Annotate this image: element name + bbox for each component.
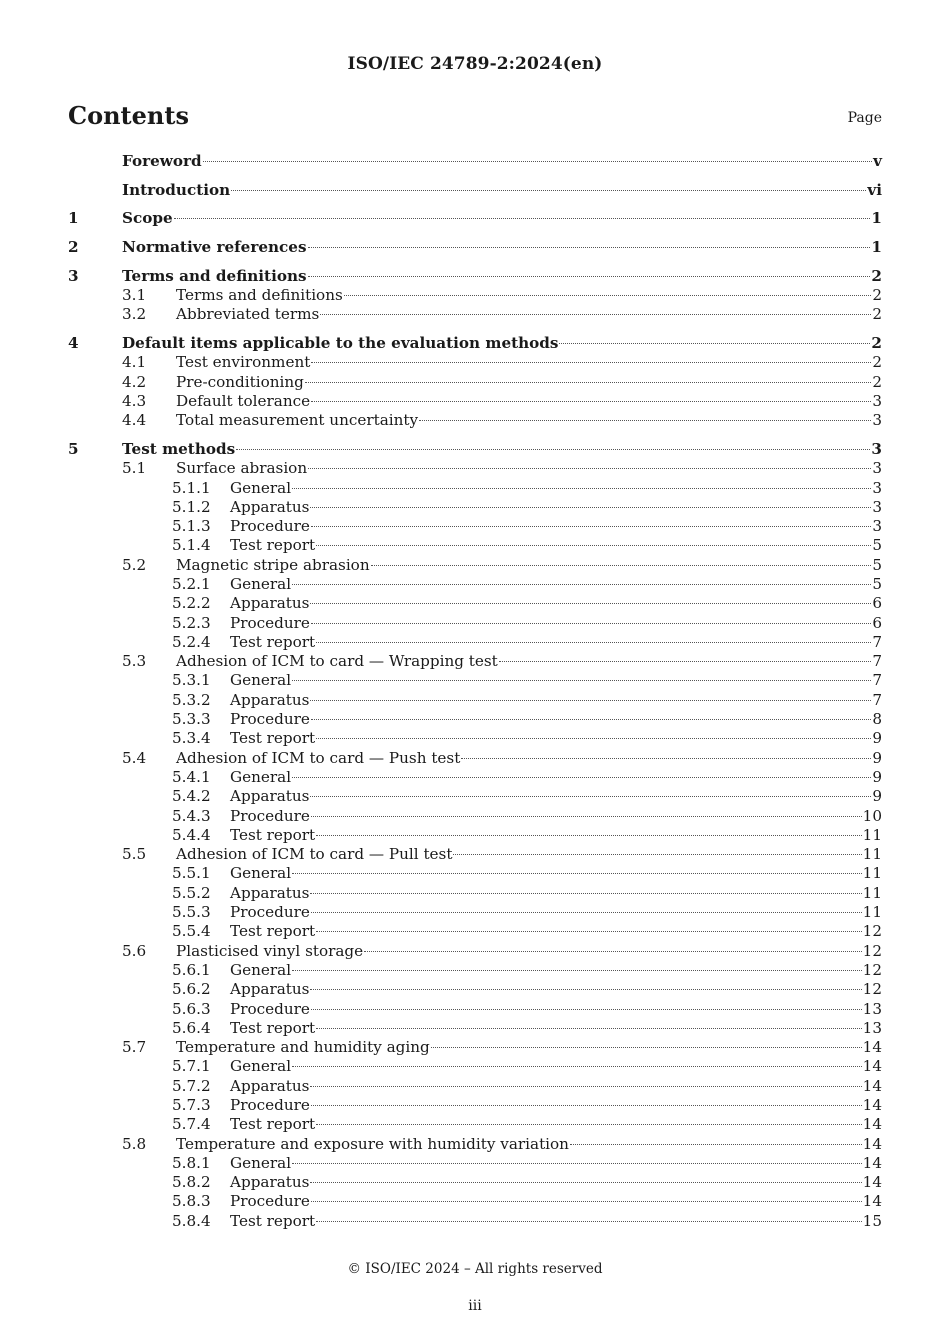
- toc-entry[interactable]: [68, 691, 882, 710]
- toc-entry-page: 2: [872, 286, 882, 305]
- toc-entry-number: 5.6.1: [172, 960, 211, 979]
- toc-entry-page: 3: [872, 411, 882, 430]
- toc-entry[interactable]: [68, 353, 882, 372]
- toc-entry-page: 7: [872, 671, 882, 690]
- dot-leader: [316, 545, 871, 546]
- dot-leader: [316, 931, 862, 932]
- toc-entry[interactable]: [68, 1000, 882, 1019]
- toc-entry[interactable]: [68, 1019, 882, 1038]
- toc-entry-number: 5.1.3: [172, 517, 211, 536]
- dot-leader: [310, 507, 871, 508]
- toc-entry[interactable]: [68, 768, 882, 787]
- toc-entry-page: 9: [872, 748, 882, 767]
- toc-entry-page: 13: [862, 1018, 882, 1037]
- toc-entry-page: 15: [862, 1211, 882, 1230]
- toc-entry-number: 1: [68, 209, 79, 228]
- toc-entry-number: 4.1: [122, 353, 147, 372]
- toc-entry-number: 5.2.3: [172, 613, 211, 632]
- toc-entry-page: 14: [862, 1076, 882, 1095]
- toc-entry-page: 3: [872, 478, 882, 497]
- toc-entry-title: Adhesion of ICM to card — Wrapping test: [176, 652, 498, 671]
- toc-entry[interactable]: [68, 749, 882, 768]
- dot-leader: [292, 1163, 862, 1164]
- toc-entry-number: 3: [68, 266, 79, 285]
- toc-entry-number: 5.5.3: [172, 903, 211, 922]
- toc-entry[interactable]: [68, 267, 882, 286]
- dot-leader: [308, 247, 871, 248]
- toc-entry-page: 3: [871, 439, 882, 458]
- toc-entry-title: Terms and definitions: [122, 266, 307, 285]
- dot-leader: [316, 1124, 862, 1125]
- toc-entry-number: 5.1.1: [172, 478, 211, 497]
- toc-entry-title: Introduction: [122, 180, 231, 199]
- toc-entry-page: vi: [867, 180, 882, 199]
- toc-entry-number: 5.5: [122, 845, 147, 864]
- toc-entry-title: Apparatus: [230, 787, 310, 806]
- toc-entry-title: Test report: [230, 536, 316, 555]
- toc-entry[interactable]: [68, 864, 882, 883]
- dot-leader: [364, 951, 862, 952]
- toc-entry-number: 5.2: [122, 555, 147, 574]
- toc-entry-page: 8: [872, 710, 882, 729]
- toc-entry-title: Magnetic stripe abrasion: [176, 555, 370, 574]
- toc-entry-title: Surface abrasion: [176, 459, 308, 478]
- toc-entry[interactable]: [68, 1173, 882, 1192]
- toc-entry-title: Terms and definitions: [176, 286, 343, 305]
- toc-entry-title: Default items applicable to the evaluation methods: [122, 334, 559, 353]
- toc-entry[interactable]: [68, 238, 882, 257]
- dot-leader: [311, 719, 871, 720]
- table-of-contents: [68, 152, 882, 1231]
- toc-entry-title: Apparatus: [230, 497, 310, 516]
- dot-leader: [431, 1047, 862, 1048]
- toc-entry-number: 5.3: [122, 652, 147, 671]
- dot-leader: [305, 382, 871, 383]
- toc-entry-number: 5.5.4: [172, 922, 211, 941]
- toc-entry-page: 14: [862, 1038, 882, 1057]
- dot-leader: [316, 1221, 862, 1222]
- toc-entry-title: Scope: [122, 209, 173, 228]
- toc-entry-number: 4.2: [122, 372, 147, 391]
- toc-entry[interactable]: [68, 575, 882, 594]
- dot-leader: [310, 603, 871, 604]
- toc-entry[interactable]: [68, 498, 882, 517]
- dot-leader: [292, 970, 862, 971]
- document-id-header: ISO/IEC 24789-2:2024(en): [347, 54, 603, 74]
- toc-entry-title: Apparatus: [230, 1076, 310, 1095]
- dot-leader: [310, 893, 861, 894]
- toc-entry-title: Apparatus: [230, 594, 310, 613]
- toc-entry[interactable]: [68, 1096, 882, 1115]
- toc-entry-number: 5.7.3: [172, 1096, 211, 1114]
- toc-entry-number: 3.1: [122, 286, 147, 305]
- dot-leader: [292, 680, 871, 681]
- dot-leader: [311, 401, 871, 402]
- toc-entry-number: 5.8.4: [172, 1211, 211, 1230]
- dot-leader: [311, 1009, 862, 1010]
- toc-entry-page: 9: [872, 767, 882, 786]
- toc-entry-page: 3: [872, 391, 882, 410]
- dot-leader: [310, 796, 871, 797]
- toc-entry-page: 11: [862, 825, 882, 844]
- toc-entry-number: 5.3.3: [172, 710, 211, 729]
- toc-entry-title: Procedure: [230, 517, 310, 536]
- toc-entry[interactable]: [68, 633, 882, 652]
- dot-leader: [344, 295, 872, 296]
- toc-entry-page: 7: [872, 690, 882, 709]
- toc-entry-page: 11: [862, 845, 882, 864]
- toc-entry-page: 14: [862, 1192, 882, 1211]
- toc-entry-page: 13: [862, 999, 882, 1018]
- dot-leader: [203, 161, 873, 162]
- toc-entry-title: General: [230, 767, 292, 786]
- toc-entry-title: Apparatus: [230, 883, 310, 902]
- dot-leader: [292, 777, 871, 778]
- toc-entry-page: 12: [862, 922, 882, 941]
- toc-entry-page: 12: [862, 960, 882, 979]
- toc-entry-page: 14: [862, 1173, 882, 1192]
- toc-entry-page: 12: [862, 941, 882, 960]
- toc-entry-page: 5: [872, 555, 882, 574]
- dot-leader: [311, 1105, 862, 1106]
- dot-leader: [419, 420, 871, 421]
- toc-entry-title: Procedure: [230, 903, 310, 922]
- toc-entry-title: Procedure: [230, 999, 310, 1018]
- toc-entry-title: Procedure: [230, 613, 310, 632]
- toc-entry[interactable]: [68, 942, 882, 961]
- toc-entry[interactable]: [68, 1038, 882, 1057]
- dot-leader: [499, 661, 872, 662]
- toc-entry-title: Pre-conditioning: [176, 372, 304, 391]
- toc-entry-number: 5.1.4: [172, 536, 211, 555]
- toc-entry-page: v: [873, 152, 882, 170]
- toc-entry-title: Procedure: [230, 1192, 310, 1211]
- toc-entry-number: 5.8.1: [172, 1153, 211, 1172]
- toc-entry-number: 5.6.4: [172, 1018, 211, 1037]
- toc-entry-number: 5.5.2: [172, 883, 211, 902]
- toc-entry[interactable]: [68, 517, 882, 536]
- toc-entry-number: 5.2.4: [172, 632, 211, 651]
- toc-entry-number: 5.8.2: [172, 1173, 211, 1192]
- page-column-label: Page: [847, 110, 882, 126]
- toc-entry-title: Test report: [230, 1018, 316, 1037]
- toc-entry-title: General: [230, 1057, 292, 1076]
- toc-entry-page: 12: [862, 980, 882, 999]
- toc-entry-number: 5.4.2: [172, 787, 211, 806]
- toc-entry[interactable]: [68, 334, 882, 353]
- toc-entry-page: 9: [872, 729, 882, 748]
- toc-entry-title: Test environment: [176, 353, 311, 372]
- toc-entry[interactable]: [68, 1115, 882, 1134]
- toc-entry-title: General: [230, 960, 292, 979]
- toc-entry-title: General: [230, 864, 292, 883]
- toc-entry-page: 3: [872, 459, 882, 478]
- toc-entry[interactable]: [68, 1135, 882, 1154]
- dot-leader: [316, 642, 871, 643]
- toc-entry[interactable]: [68, 922, 882, 941]
- toc-entry-number: 5.4.3: [172, 806, 211, 825]
- toc-entry[interactable]: [68, 152, 882, 171]
- toc-entry-page: 14: [862, 1134, 882, 1153]
- toc-entry-number: 5.8.3: [172, 1192, 211, 1211]
- dot-leader: [311, 912, 862, 913]
- dot-leader: [310, 1086, 861, 1087]
- toc-entry-number: 3.2: [122, 305, 147, 324]
- toc-entry-page: 11: [862, 883, 882, 902]
- toc-entry[interactable]: [68, 884, 882, 903]
- dot-leader: [371, 565, 872, 566]
- toc-entry[interactable]: [68, 1212, 882, 1231]
- dot-leader: [320, 314, 871, 315]
- dot-leader: [311, 816, 862, 817]
- toc-entry-page: 2: [871, 266, 882, 285]
- toc-entry-page: 6: [872, 594, 882, 613]
- toc-entry-number: 5.7: [122, 1038, 147, 1057]
- toc-entry-number: 5.2.1: [172, 574, 211, 593]
- toc-entry[interactable]: [68, 305, 882, 324]
- toc-entry-page: 1: [871, 238, 882, 257]
- toc-entry[interactable]: [68, 1077, 882, 1096]
- toc-entry[interactable]: [68, 729, 882, 748]
- toc-entry[interactable]: [68, 286, 882, 305]
- toc-entry[interactable]: [68, 392, 882, 411]
- toc-entry-page: 5: [872, 536, 882, 555]
- toc-entry-page: 2: [872, 305, 882, 324]
- toc-entry-page: 10: [862, 806, 882, 825]
- dot-leader: [310, 1182, 861, 1183]
- toc-entry-page: 2: [872, 353, 882, 372]
- toc-entry-number: 5.8: [122, 1134, 147, 1153]
- toc-entry-page: 11: [862, 864, 882, 883]
- toc-entry-number: 5.4.1: [172, 767, 211, 786]
- page-number: iii: [468, 1298, 482, 1314]
- toc-entry[interactable]: [68, 440, 882, 459]
- toc-entry[interactable]: [68, 411, 882, 430]
- toc-entry-title: Test report: [230, 1115, 316, 1134]
- dot-leader: [559, 343, 870, 344]
- toc-entry-page: 3: [872, 517, 882, 536]
- dot-leader: [174, 218, 871, 219]
- toc-entry-number: 5.3.4: [172, 729, 211, 748]
- toc-entry-number: 5.6: [122, 941, 147, 960]
- toc-entry-page: 7: [872, 632, 882, 651]
- toc-entry[interactable]: [68, 710, 882, 729]
- toc-entry-number: 5.1: [122, 459, 147, 478]
- toc-entry[interactable]: [68, 556, 882, 575]
- toc-entry-page: 14: [862, 1057, 882, 1076]
- toc-entry-title: Test report: [230, 632, 316, 651]
- dot-leader: [570, 1144, 862, 1145]
- toc-entry-title: Test report: [230, 1211, 316, 1230]
- toc-entry-number: 5.4.4: [172, 825, 211, 844]
- toc-entry-title: General: [230, 574, 292, 593]
- toc-entry-title: Foreword: [122, 152, 202, 170]
- toc-entry-number: 5.3.2: [172, 690, 211, 709]
- toc-entry-number: 5.7.1: [172, 1057, 211, 1076]
- dot-leader: [310, 989, 861, 990]
- toc-entry-title: Test report: [230, 825, 316, 844]
- toc-entry-page: 2: [871, 334, 882, 353]
- toc-entry-title: General: [230, 671, 292, 690]
- toc-entry-number: 5.6.3: [172, 999, 211, 1018]
- dot-leader: [231, 190, 866, 191]
- dot-leader: [236, 449, 870, 450]
- toc-entry[interactable]: [68, 594, 882, 613]
- toc-entry[interactable]: [68, 671, 882, 690]
- toc-entry[interactable]: [68, 845, 882, 864]
- toc-entry-title: Default tolerance: [176, 391, 311, 410]
- toc-entry[interactable]: [68, 807, 882, 826]
- toc-entry-title: Total measurement uncertainty: [176, 411, 419, 430]
- toc-entry-title: Temperature and humidity aging: [176, 1038, 430, 1057]
- toc-entry-title: Adhesion of ICM to card — Pull test: [176, 845, 453, 864]
- toc-entry-number: 4: [68, 334, 79, 353]
- toc-entry[interactable]: [68, 980, 882, 999]
- copyright-footer: © ISO/IEC 2024 – All rights reserved: [347, 1261, 603, 1277]
- toc-entry-page: 14: [862, 1153, 882, 1172]
- toc-entry-number: 5.3.1: [172, 671, 211, 690]
- dot-leader: [292, 584, 871, 585]
- toc-entry[interactable]: [68, 373, 882, 392]
- toc-entry-number: 5.5.1: [172, 864, 211, 883]
- dot-leader: [310, 700, 871, 701]
- toc-entry-number: 4.4: [122, 411, 147, 430]
- toc-entry-page: 7: [872, 652, 882, 671]
- dot-leader: [292, 488, 871, 489]
- toc-entry-number: 5.6.2: [172, 980, 211, 999]
- dot-leader: [316, 738, 871, 739]
- toc-entry[interactable]: [68, 652, 882, 671]
- toc-entry[interactable]: [68, 961, 882, 980]
- toc-entry-title: Procedure: [230, 1096, 310, 1114]
- toc-entry-page: 14: [862, 1115, 882, 1134]
- toc-entry[interactable]: [68, 787, 882, 806]
- toc-entry[interactable]: [68, 536, 882, 555]
- toc-entry-page: 1: [871, 209, 882, 228]
- toc-entry-page: 11: [862, 903, 882, 922]
- toc-entry-page: 5: [872, 574, 882, 593]
- dot-leader: [316, 1028, 862, 1029]
- toc-entry[interactable]: [68, 614, 882, 633]
- toc-entry-number: 5.7.2: [172, 1076, 211, 1095]
- toc-entry-title: Apparatus: [230, 980, 310, 999]
- toc-entry[interactable]: [68, 903, 882, 922]
- toc-entry-title: Test report: [230, 729, 316, 748]
- toc-entry-number: 4.3: [122, 391, 147, 410]
- dot-leader: [316, 835, 862, 836]
- toc-entry-title: Procedure: [230, 710, 310, 729]
- toc-entry[interactable]: [68, 1154, 882, 1173]
- toc-entry-title: Plasticised vinyl storage: [176, 941, 364, 960]
- toc-entry-page: 14: [862, 1096, 882, 1114]
- dot-leader: [311, 526, 871, 527]
- toc-entry[interactable]: [68, 181, 882, 200]
- toc-entry-title: Abbreviated terms: [176, 305, 320, 324]
- toc-entry-number: 2: [68, 238, 79, 257]
- toc-entry-number: 5.7.4: [172, 1115, 211, 1134]
- toc-entry-title: Apparatus: [230, 1173, 310, 1192]
- toc-entry-title: General: [230, 478, 292, 497]
- dot-leader: [292, 873, 862, 874]
- toc-entry-title: Test report: [230, 922, 316, 941]
- toc-entry[interactable]: [68, 459, 882, 478]
- contents-heading: Contents: [68, 101, 189, 130]
- toc-entry[interactable]: [68, 1057, 882, 1076]
- dot-leader: [311, 623, 871, 624]
- toc-entry[interactable]: [68, 479, 882, 498]
- toc-entry-title: Apparatus: [230, 690, 310, 709]
- toc-entry-page: 3: [872, 497, 882, 516]
- dot-leader: [308, 276, 871, 277]
- dot-leader: [461, 758, 871, 759]
- toc-entry-number: 5.2.2: [172, 594, 211, 613]
- toc-entry-title: Normative references: [122, 238, 307, 257]
- toc-entry[interactable]: [68, 1192, 882, 1211]
- toc-entry-title: Adhesion of ICM to card — Push test: [176, 748, 461, 767]
- dot-leader: [311, 362, 871, 363]
- dot-leader: [311, 1201, 862, 1202]
- toc-entry[interactable]: [68, 209, 882, 228]
- toc-entry-title: Temperature and exposure with humidity variation: [176, 1134, 569, 1153]
- toc-entry-number: 5.1.2: [172, 497, 211, 516]
- toc-entry-number: 5: [68, 439, 79, 458]
- dot-leader: [308, 468, 871, 469]
- toc-entry-page: 2: [872, 372, 882, 391]
- toc-entry-title: General: [230, 1153, 292, 1172]
- toc-entry-title: Procedure: [230, 806, 310, 825]
- dot-leader: [292, 1066, 862, 1067]
- toc-entry-page: 9: [872, 787, 882, 806]
- toc-entry-page: 6: [872, 613, 882, 632]
- toc-entry-title: Test methods: [122, 439, 236, 458]
- dot-leader: [453, 854, 861, 855]
- toc-entry[interactable]: [68, 826, 882, 845]
- toc-entry-number: 5.4: [122, 748, 147, 767]
